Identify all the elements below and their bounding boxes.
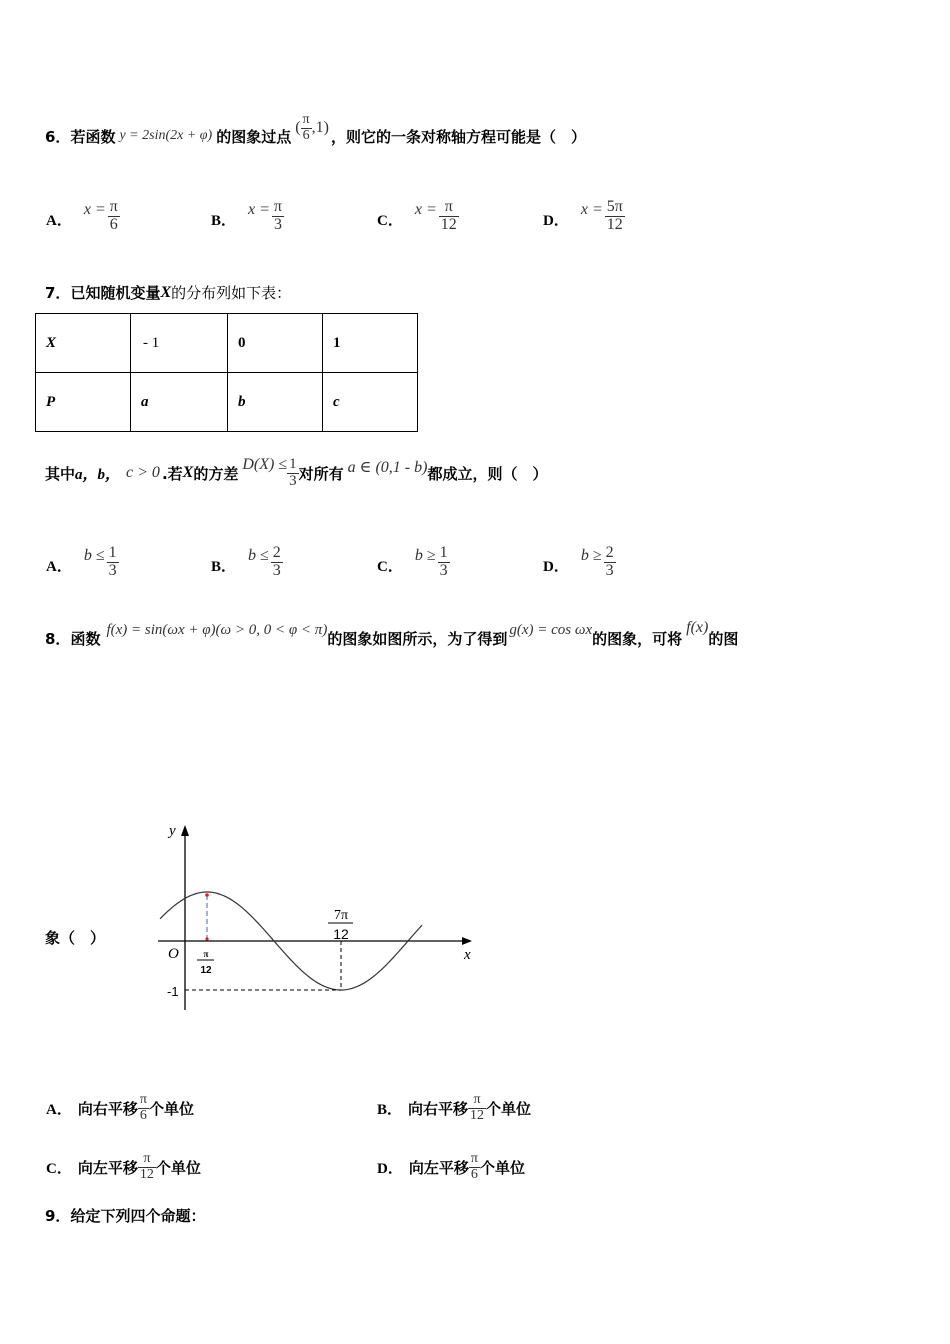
table-cell: P xyxy=(36,373,131,432)
q7-cond-var: X xyxy=(182,464,194,481)
q7-variance-num: 1 xyxy=(289,455,297,472)
q6-stem xyxy=(45,110,586,162)
q9-stem xyxy=(45,1205,205,1226)
origin-label: O xyxy=(168,946,179,962)
q7-option-b-num: 2 xyxy=(272,544,281,562)
table-cell: b xyxy=(228,373,323,432)
q6-option-a-frac xyxy=(108,199,120,234)
q8-number: 8． xyxy=(45,629,71,648)
q6-option-d-num: 5π xyxy=(606,198,623,216)
q7-option-b-label: B． xyxy=(211,559,237,575)
q8-option-d-post: 个单位 xyxy=(479,1158,525,1177)
neg-one-label: -1 xyxy=(167,984,179,999)
q7-cond-d: 的方差 xyxy=(193,464,239,483)
distribution-table xyxy=(35,313,418,432)
q7-cond-c: c > 0 xyxy=(126,464,160,481)
q7-number: 7． xyxy=(45,284,71,302)
q8-option-c-label: C． xyxy=(46,1160,72,1177)
q9-text: 给定下列四个命题： xyxy=(70,1207,206,1225)
q7-text-a: 已知随机变量 xyxy=(70,284,161,302)
q8-option-d-label: D． xyxy=(377,1160,403,1177)
q7-text-b: 的分布列如下表： xyxy=(171,284,292,302)
q6-option-d-label: D． xyxy=(543,213,569,229)
q7-option-a-label: A． xyxy=(46,559,72,575)
q6-option-c-label: C． xyxy=(377,213,403,229)
q7-option-d-label: D． xyxy=(543,559,569,575)
q7-cond-f: 都成立，则（ ） xyxy=(427,464,548,483)
q8-option-c[interactable] xyxy=(46,1147,201,1187)
q8-option-c-pre: 向左平移 xyxy=(77,1158,138,1177)
q8-option-a-label: A． xyxy=(46,1101,72,1118)
q8-option-d-den: 6 xyxy=(470,1166,478,1182)
peak-marker xyxy=(205,893,209,897)
q6-text-a: 若函数 xyxy=(70,127,116,146)
table-cell: 1 xyxy=(323,314,418,373)
q6-point-tail: ,1) xyxy=(311,118,329,136)
q8-option-d-num: π xyxy=(470,1150,478,1166)
q7-variance-frac xyxy=(287,457,299,490)
q8-option-b-den: 12 xyxy=(470,1107,485,1123)
q6-point xyxy=(295,113,329,143)
q7-option-b-frac xyxy=(271,545,283,580)
q6-option-a-label: A． xyxy=(46,213,72,229)
q6-point-open: ( xyxy=(295,118,301,136)
q6-option-b[interactable] xyxy=(211,186,284,234)
q8-g-formula: g(x) = cos ωx xyxy=(509,621,593,638)
q8-text-c: 的图象，可将 xyxy=(592,629,683,648)
q8-text-d: 的图 xyxy=(708,629,739,648)
q8-option-b-label: B． xyxy=(377,1101,403,1118)
table-cell: c xyxy=(323,373,418,432)
q6-option-a-den: 6 xyxy=(109,216,118,234)
q8-option-c-den: 12 xyxy=(139,1166,154,1182)
q7-variance-lhs: D(X) ≤ xyxy=(242,456,288,473)
peak-x-den: 12 xyxy=(200,965,212,976)
q8-option-b[interactable] xyxy=(377,1088,531,1128)
q8-stem xyxy=(45,618,738,658)
table-cell: - 1 xyxy=(131,314,228,373)
q7-cond-e: 对所有 xyxy=(298,464,344,483)
q6-text-b: 的图象过点 xyxy=(216,127,292,146)
q8-option-a[interactable] xyxy=(46,1088,194,1128)
table-cell: a xyxy=(131,373,228,432)
q8-formula: f(x) = sin(ωx + φ)(ω > 0, 0 < φ < π) xyxy=(106,621,328,638)
q8-function-graph xyxy=(150,815,490,1015)
q6-point-frac xyxy=(301,113,312,143)
q6-text-c: ，则它的一条对称轴方程可能是（ ） xyxy=(330,127,586,146)
q8-option-c-frac xyxy=(138,1152,156,1182)
table-cell: X xyxy=(36,314,131,373)
q6-option-d-frac xyxy=(605,199,625,234)
trough-x-den: 12 xyxy=(333,926,349,942)
q6-option-c-den: 12 xyxy=(440,216,457,234)
q7-option-b[interactable] xyxy=(211,532,283,580)
q6-option-c-frac xyxy=(439,199,459,234)
q8-option-a-frac xyxy=(138,1093,149,1123)
q8-option-d[interactable] xyxy=(377,1147,525,1187)
q6-option-c[interactable] xyxy=(377,186,459,234)
q8-option-a-post: 个单位 xyxy=(148,1099,194,1118)
q6-point-num: π xyxy=(302,111,310,127)
q7-var: X xyxy=(160,283,172,301)
x-axis-arrow xyxy=(462,937,472,945)
q9-number: 9． xyxy=(45,1207,71,1225)
q8-option-b-num: π xyxy=(468,1093,486,1109)
q7-option-a-frac xyxy=(107,545,119,580)
q8-option-c-post: 个单位 xyxy=(155,1158,201,1177)
q8-f-ref: f(x) xyxy=(686,619,709,636)
q8-text-b: 的图象如图所示，为了得到 xyxy=(327,629,508,648)
q6-option-b-frac xyxy=(272,199,284,234)
q7-option-c-frac xyxy=(438,545,450,580)
q7-option-a-lhs: b ≤ xyxy=(83,547,105,564)
q7-variance-den: 3 xyxy=(289,472,297,489)
q8-option-c-num: π xyxy=(138,1152,156,1168)
q6-option-b-label: B． xyxy=(211,213,237,229)
peak-foot-marker xyxy=(205,937,208,940)
q7-option-d-num: 2 xyxy=(605,544,614,562)
q7-range: a ∈ (0,1 - b) xyxy=(347,459,428,476)
q7-option-c-den: 3 xyxy=(439,562,448,580)
y-axis-label: y xyxy=(169,823,176,839)
q8-stem-continued: 象（ ） xyxy=(45,929,106,947)
q8-option-d-pre: 向左平移 xyxy=(408,1158,469,1177)
q6-option-a[interactable] xyxy=(46,186,120,234)
q7-option-d-frac xyxy=(604,545,616,580)
q6-option-b-num: π xyxy=(273,198,282,216)
q8-option-a-den: 6 xyxy=(139,1107,147,1123)
q8-option-b-post: 个单位 xyxy=(486,1099,532,1118)
q7-option-d-den: 3 xyxy=(605,562,614,580)
q6-option-a-num: π xyxy=(109,198,118,216)
q6-option-b-den: 3 xyxy=(273,216,282,234)
q6-option-d-lhs: x = xyxy=(580,201,603,218)
q7-option-b-den: 3 xyxy=(272,562,281,580)
q7-option-c-num: 1 xyxy=(439,544,448,562)
q8-option-a-pre: 向右平移 xyxy=(77,1099,138,1118)
q8-text-a: 函数 xyxy=(70,629,101,648)
q7-cond-vars: a，b， xyxy=(75,466,121,483)
peak-x-num: π xyxy=(203,949,209,959)
q6-option-d[interactable] xyxy=(543,186,625,234)
q6-option-b-lhs: x = xyxy=(248,201,270,218)
q6-option-c-num: π xyxy=(439,199,459,217)
q7-cond-a: 其中 xyxy=(45,464,76,483)
q6-point-den: 6 xyxy=(302,127,310,143)
q7-option-a-den: 3 xyxy=(108,562,117,580)
q7-option-a-num: 1 xyxy=(108,544,117,562)
q8-option-d-frac xyxy=(469,1152,480,1182)
trough-x-num: 7π xyxy=(333,908,349,923)
q7-stem xyxy=(45,282,291,303)
q8-option-a-num: π xyxy=(139,1091,147,1107)
q6-formula: y = 2sin(2x + φ) xyxy=(119,128,213,143)
q7-option-d[interactable] xyxy=(543,532,616,580)
q7-option-b-lhs: b ≤ xyxy=(248,547,269,564)
table-cell: 0 xyxy=(228,314,323,373)
q7-cond-b: .若 xyxy=(161,464,183,483)
q6-option-a-lhs: x = xyxy=(83,201,106,218)
q7-option-a[interactable] xyxy=(46,532,119,580)
x-axis-label: x xyxy=(464,947,471,963)
q6-option-d-den: 12 xyxy=(606,216,623,234)
q8-option-b-frac xyxy=(468,1093,486,1123)
q6-option-c-lhs: x = xyxy=(414,201,437,218)
q7-option-c-lhs: b ≥ xyxy=(414,547,436,564)
q7-option-d-lhs: b ≥ xyxy=(580,547,602,564)
q7-option-c-label: C． xyxy=(377,559,403,575)
q8-option-b-pre: 向右平移 xyxy=(408,1099,469,1118)
table-row xyxy=(36,314,418,373)
q7-option-c[interactable] xyxy=(377,532,450,580)
q6-number: 6． xyxy=(45,127,71,146)
table-row xyxy=(36,373,418,432)
y-axis-arrow xyxy=(181,825,189,836)
q7-condition xyxy=(45,448,547,498)
